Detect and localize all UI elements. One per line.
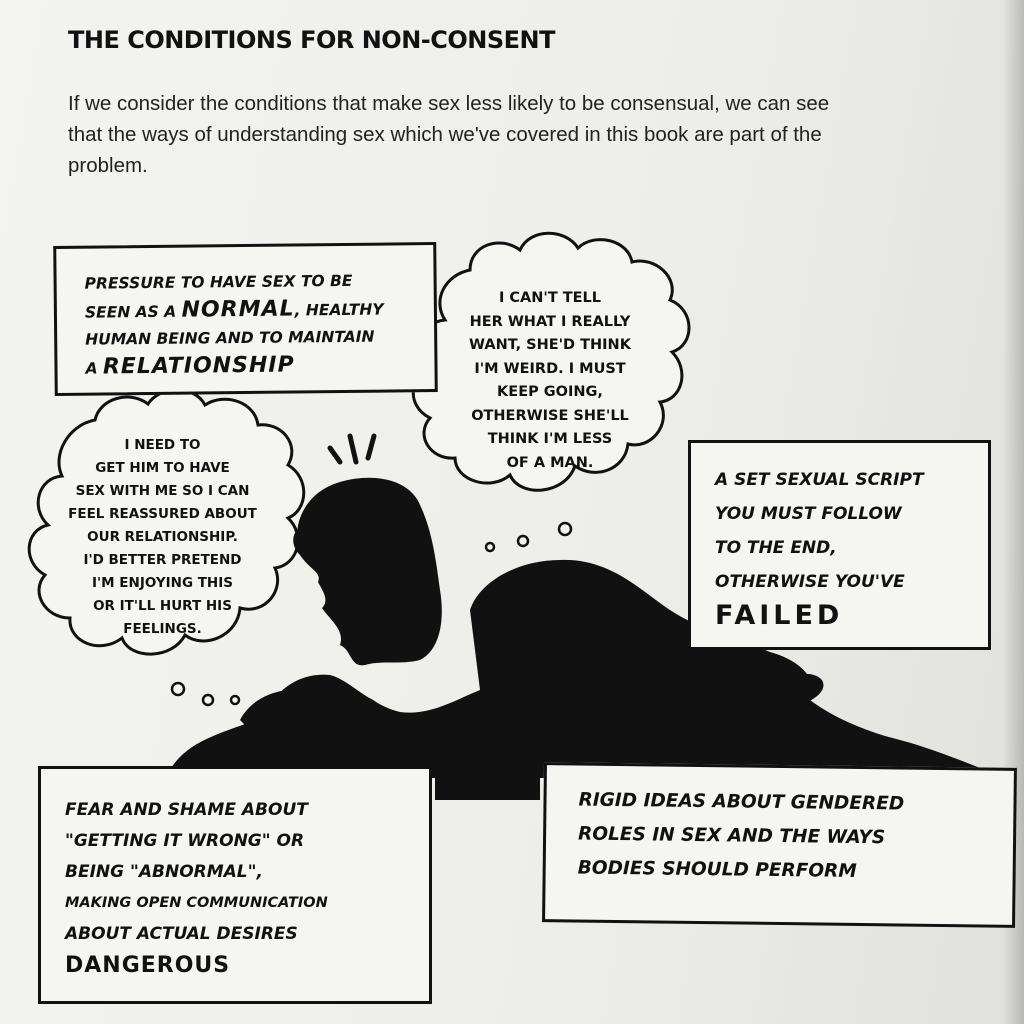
thought-line: FEEL REASSURED ABOUT (68, 506, 257, 522)
caption-line: MAKING OPEN COMMUNICATION (65, 895, 328, 911)
thought-line: I'D BETTER PRETEND (83, 552, 242, 568)
caption-line: A SET SEXUAL SCRIPT (715, 470, 924, 490)
thought-line: THINK I'M LESS (487, 431, 613, 447)
emphasis-text: RELATIONSHIP (102, 352, 295, 380)
caption-box-script (688, 440, 991, 650)
caption-line (85, 350, 414, 382)
emphasis-text: DANGEROUS (65, 953, 231, 978)
thought-line: I'M WEIRD. I MUST (474, 360, 626, 377)
thought-line: OUR RELATIONSHIP. (87, 529, 238, 545)
thought-line: I NEED TO (124, 437, 201, 453)
thought-text-her (40, 434, 285, 641)
caption-line: BODIES SHOULD PERFORM (577, 857, 857, 882)
thought-dot (203, 695, 213, 705)
caption-text: SEEN AS A (84, 302, 177, 322)
thought-dot (559, 523, 571, 535)
thought-line: KEEP GOING, (497, 384, 603, 400)
thought-text-him (425, 287, 675, 475)
intro-line: that the ways of understanding sex which we've covered in this book are part of the (68, 123, 822, 146)
anxiety-marks (330, 436, 374, 462)
thought-line: OF A MAN. (506, 454, 594, 471)
thought-line: GET HIM TO HAVE (95, 460, 230, 476)
thought-line: OR IT'LL HURT HIS (93, 598, 232, 614)
thought-line: OTHERWISE SHE'LL (471, 407, 629, 424)
section-heading: THE CONDITIONS FOR NON-CONSENT (68, 26, 555, 54)
thought-line: SEX WITH ME SO I CAN (75, 483, 250, 499)
caption-line: ABOUT ACTUAL DESIRES (65, 924, 298, 944)
intro-line: If we consider the conditions that make sex less likely to be consensual, we can see (68, 92, 830, 115)
caption-line: YOU MUST FOLLOW (715, 504, 902, 524)
caption-line: "GETTING IT WRONG" OR (65, 831, 305, 851)
caption-line: HUMAN BEING AND TO MAINTAIN (85, 327, 375, 349)
thought-line: I'M ENJOYING THIS (92, 575, 233, 591)
caption-line: FEAR AND SHAME ABOUT (65, 800, 308, 820)
caption-line: ROLES IN SEX AND THE WAYS (577, 823, 886, 849)
caption-box-pressure (53, 242, 438, 396)
caption-line: BEING "ABNORMAL", (65, 862, 263, 882)
thought-dot (486, 543, 494, 551)
thought-line: WANT, SHE'D THINK (469, 337, 631, 353)
thought-dot (231, 696, 239, 704)
caption-text: , HEALTHY (294, 300, 384, 320)
caption-line: PRESSURE TO HAVE SEX TO BE (84, 271, 353, 293)
emphasis-text: FAILED (715, 600, 844, 631)
caption-line: RIGID IDEAS ABOUT GENDERED (578, 789, 905, 815)
caption-box-rigid (542, 762, 1017, 928)
emphasis-text: NORMAL (181, 296, 295, 323)
caption-box-fear (38, 766, 432, 1004)
caption-text: A (85, 359, 98, 378)
caption-line: TO THE END, (715, 538, 837, 558)
thought-line: FEELINGS. (123, 621, 202, 637)
thought-line: HER WHAT I REALLY (469, 313, 631, 330)
thought-line: I CAN'T TELL (498, 290, 602, 306)
thought-dot (518, 536, 528, 546)
caption-line (85, 294, 414, 326)
thought-dot (172, 683, 184, 695)
caption-line: OTHERWISE YOU'VE (715, 572, 905, 592)
intro-line: problem. (68, 154, 148, 177)
